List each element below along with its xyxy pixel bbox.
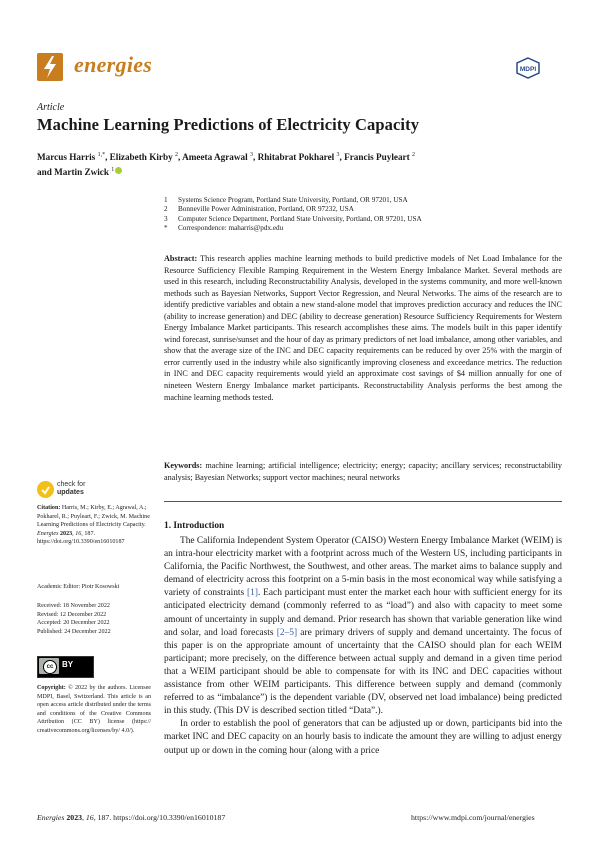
check-for-updates-button[interactable] — [37, 481, 117, 501]
received-date: Received: 18 November 2022 — [37, 603, 110, 609]
article-type: Article — [37, 102, 65, 113]
author-affil-mark: 1,* — [97, 152, 106, 158]
keywords — [164, 460, 562, 483]
cc-by-label: BY — [62, 660, 74, 669]
academic-editor: Academic Editor: Piotr Kosowski — [37, 584, 120, 590]
author-name: Francis Puyleart — [344, 152, 410, 163]
author-name: Rhitabrat Pokharel — [257, 152, 335, 163]
author-affil-mark: 3 — [249, 152, 253, 158]
author-affil-mark: 1 — [111, 166, 115, 173]
author-name: Ameeta Agrawal — [182, 152, 248, 163]
history-dates — [37, 602, 151, 636]
affiliation-item: 2 Bonneville Power Administration, Portland, OR 97232, USA — [164, 205, 354, 214]
citation-link[interactable]: [1] — [247, 588, 258, 599]
author-name: and Martin Zwick — [37, 166, 109, 177]
accepted-date: Accepted: 20 December 2022 — [37, 620, 110, 627]
paragraph: The California Independent System Operator (CAISO) Western Energy Imbalance Market (WEIM) is an intra-hour electricity market with a footprint across much of the Western US, including participants in California, the Pacific Northwest, the Southwest, and other areas. The market aims to balance supply and demand of electricity across this footprint on a 5-min basis in the most economical way while satisfying a variety of constraints [1]. Each participant must enter the market each hour with sufficient energy for its anticipated electricity demand (commonly referred to as “load”) and also with capacity to meet some amount of uncertainty in supply and demand. Prior research has shown that variable generation like wind and solar, and load forecasts [2–5] are primary drivers of supply and demand uncertainty. The focus of this paper is on the appropriate amount of uncertainty that the CAISO should plan for each WEIM participant; more precisely, on the difference between actual supply and demand in a given time period that a WEIM participant should be able to compensate for with its INC and DEC capacities without assistance from other WEIM participants. This difference between supply and demand (commonly referred to as “imbalance”) is the dependent variable (DV, observed net load imbalance) being predicted in this study. (This DV is described section titled “Data”.). — [164, 536, 562, 717]
keywords-label: Keywords: — [164, 461, 203, 470]
paragraph: In order to establish the pool of generators that can be adjusted up or down, participants bid into the market INC and DEC capacity on an hourly basis to indicate the amount they are willing to adjust energy output up or down in the coming hour (along with a price — [164, 719, 562, 756]
citation: Citation: Harris, M.; Kirby, E.; Agrawal, A.; Pokharel, R.; Puyleart, F.; Zwick, M. Machine Learning Predictions of Electricity Capacity. Energies 2023, 16, 187. https://doi.org/10.3390/en16010187 — [37, 505, 150, 546]
copyright: Copyright: © 2022 by the authors. Licensee MDPI, Basel, Switzerland. This article is an open access article distributed under the terms and conditions of the Creative Commons Attribution (CC BY) license (https:// creativecommons.org/licenses/by/ 4.0/). — [37, 685, 151, 734]
abstract-label: Abstract: — [164, 254, 198, 263]
affiliations — [164, 196, 564, 234]
affiliation-item: 1 Systems Science Program, Portland State University, Portland, OR 97201, USA — [164, 196, 408, 204]
published-date: Published: 24 December 2022 — [37, 628, 111, 635]
journal-logo — [37, 53, 63, 81]
citation-link[interactable]: [2–5] — [276, 627, 298, 638]
orcid-icon[interactable] — [115, 167, 122, 174]
author-affil-mark: 2 — [411, 152, 415, 158]
author-affil-mark: 2 — [175, 152, 178, 158]
lightning-icon — [37, 53, 63, 81]
abstract — [164, 253, 562, 403]
keywords-text: machine learning; artificial intelligence; electricity; energy; capacity; ancillary services; reconstructability analysis; Bayesian Networks; support vector machines; neural networks — [164, 461, 562, 482]
affiliation-item: 3 Computer Science Department, Portland State University, Portland, OR 97201, USA — [164, 214, 422, 223]
updates-icon — [37, 481, 54, 498]
correspondence: * Correspondence: maharris@pdx.edu — [164, 224, 284, 233]
publisher-logo — [515, 57, 541, 79]
updates-line1: check for — [57, 481, 86, 488]
author-name: Elizabeth Kirby — [109, 152, 173, 163]
section-heading: 1. Introduction — [164, 521, 225, 531]
divider — [164, 501, 562, 502]
journal-name: energies — [74, 52, 153, 77]
footer-citation: Energies 2023, 16, 187. https://doi.org/10.3390/en16010187 — [37, 813, 226, 822]
publisher-name: MDPI — [519, 66, 537, 73]
updates-line2: updates — [57, 489, 84, 496]
revised-date: Revised: 12 December 2022 — [37, 611, 107, 618]
author-name: Marcus Harris — [37, 152, 96, 163]
cc-by-license-badge[interactable] — [37, 656, 94, 678]
body-text — [164, 535, 562, 758]
journal-url[interactable]: https://www.mdpi.com/journal/energies — [411, 813, 535, 822]
author-list: Marcus Harris $^{1,*}$, Elizabeth Kirby $^2$, Ameeta Agrawal $^3$, Rhitabrat Pokharel $^3$, Francis Puyleart $^2$ and Martin Zwick $^1$ — [37, 152, 415, 177]
cc-icon: cc — [43, 660, 57, 674]
abstract-text: This research applies machine learning methods to build predictive models of Net Load Imbalance for the Resource Sufficiency Flexible Ramping Requirement in the Western Energy Imbalance Market. Several methods are used in this research, including Reconstructability Analysis, developed in the systems community, and more well-known methods such as Bayesian Networks, Support Vector Regression, and Neural Networks. The aims of the research are to identify predictive variables and obtain a new stand-alone model that improves prediction accuracy and reduces the INC (ability to increase generation) and DEC (ability to decrease generation) Resource Sufficiency Requirements for Western Energy Imbalance Market participants. This research accomplishes these aims. The models built in this paper identify wind forecast, sunrise/sunset and the hour of day as primary predictors of net load imbalance, among other variables, and show that the average size of the INC and DEC capacity requirements can be reduced by over 25% with the margin of error currently used in the industry while also significantly improving closeness and exceedance metrics. The reduction in INC and DEC capacity requirements would yield an approximate cost savings of $4 million annually for one of nineteen Western Energy Imbalance market participants. Reconstructability Analysis performs the best among the machine learning methods tested. — [164, 254, 562, 402]
paper-title: Machine Learning Predictions of Electricity Capacity — [37, 115, 420, 134]
author-affil-mark: 3 — [336, 152, 340, 158]
